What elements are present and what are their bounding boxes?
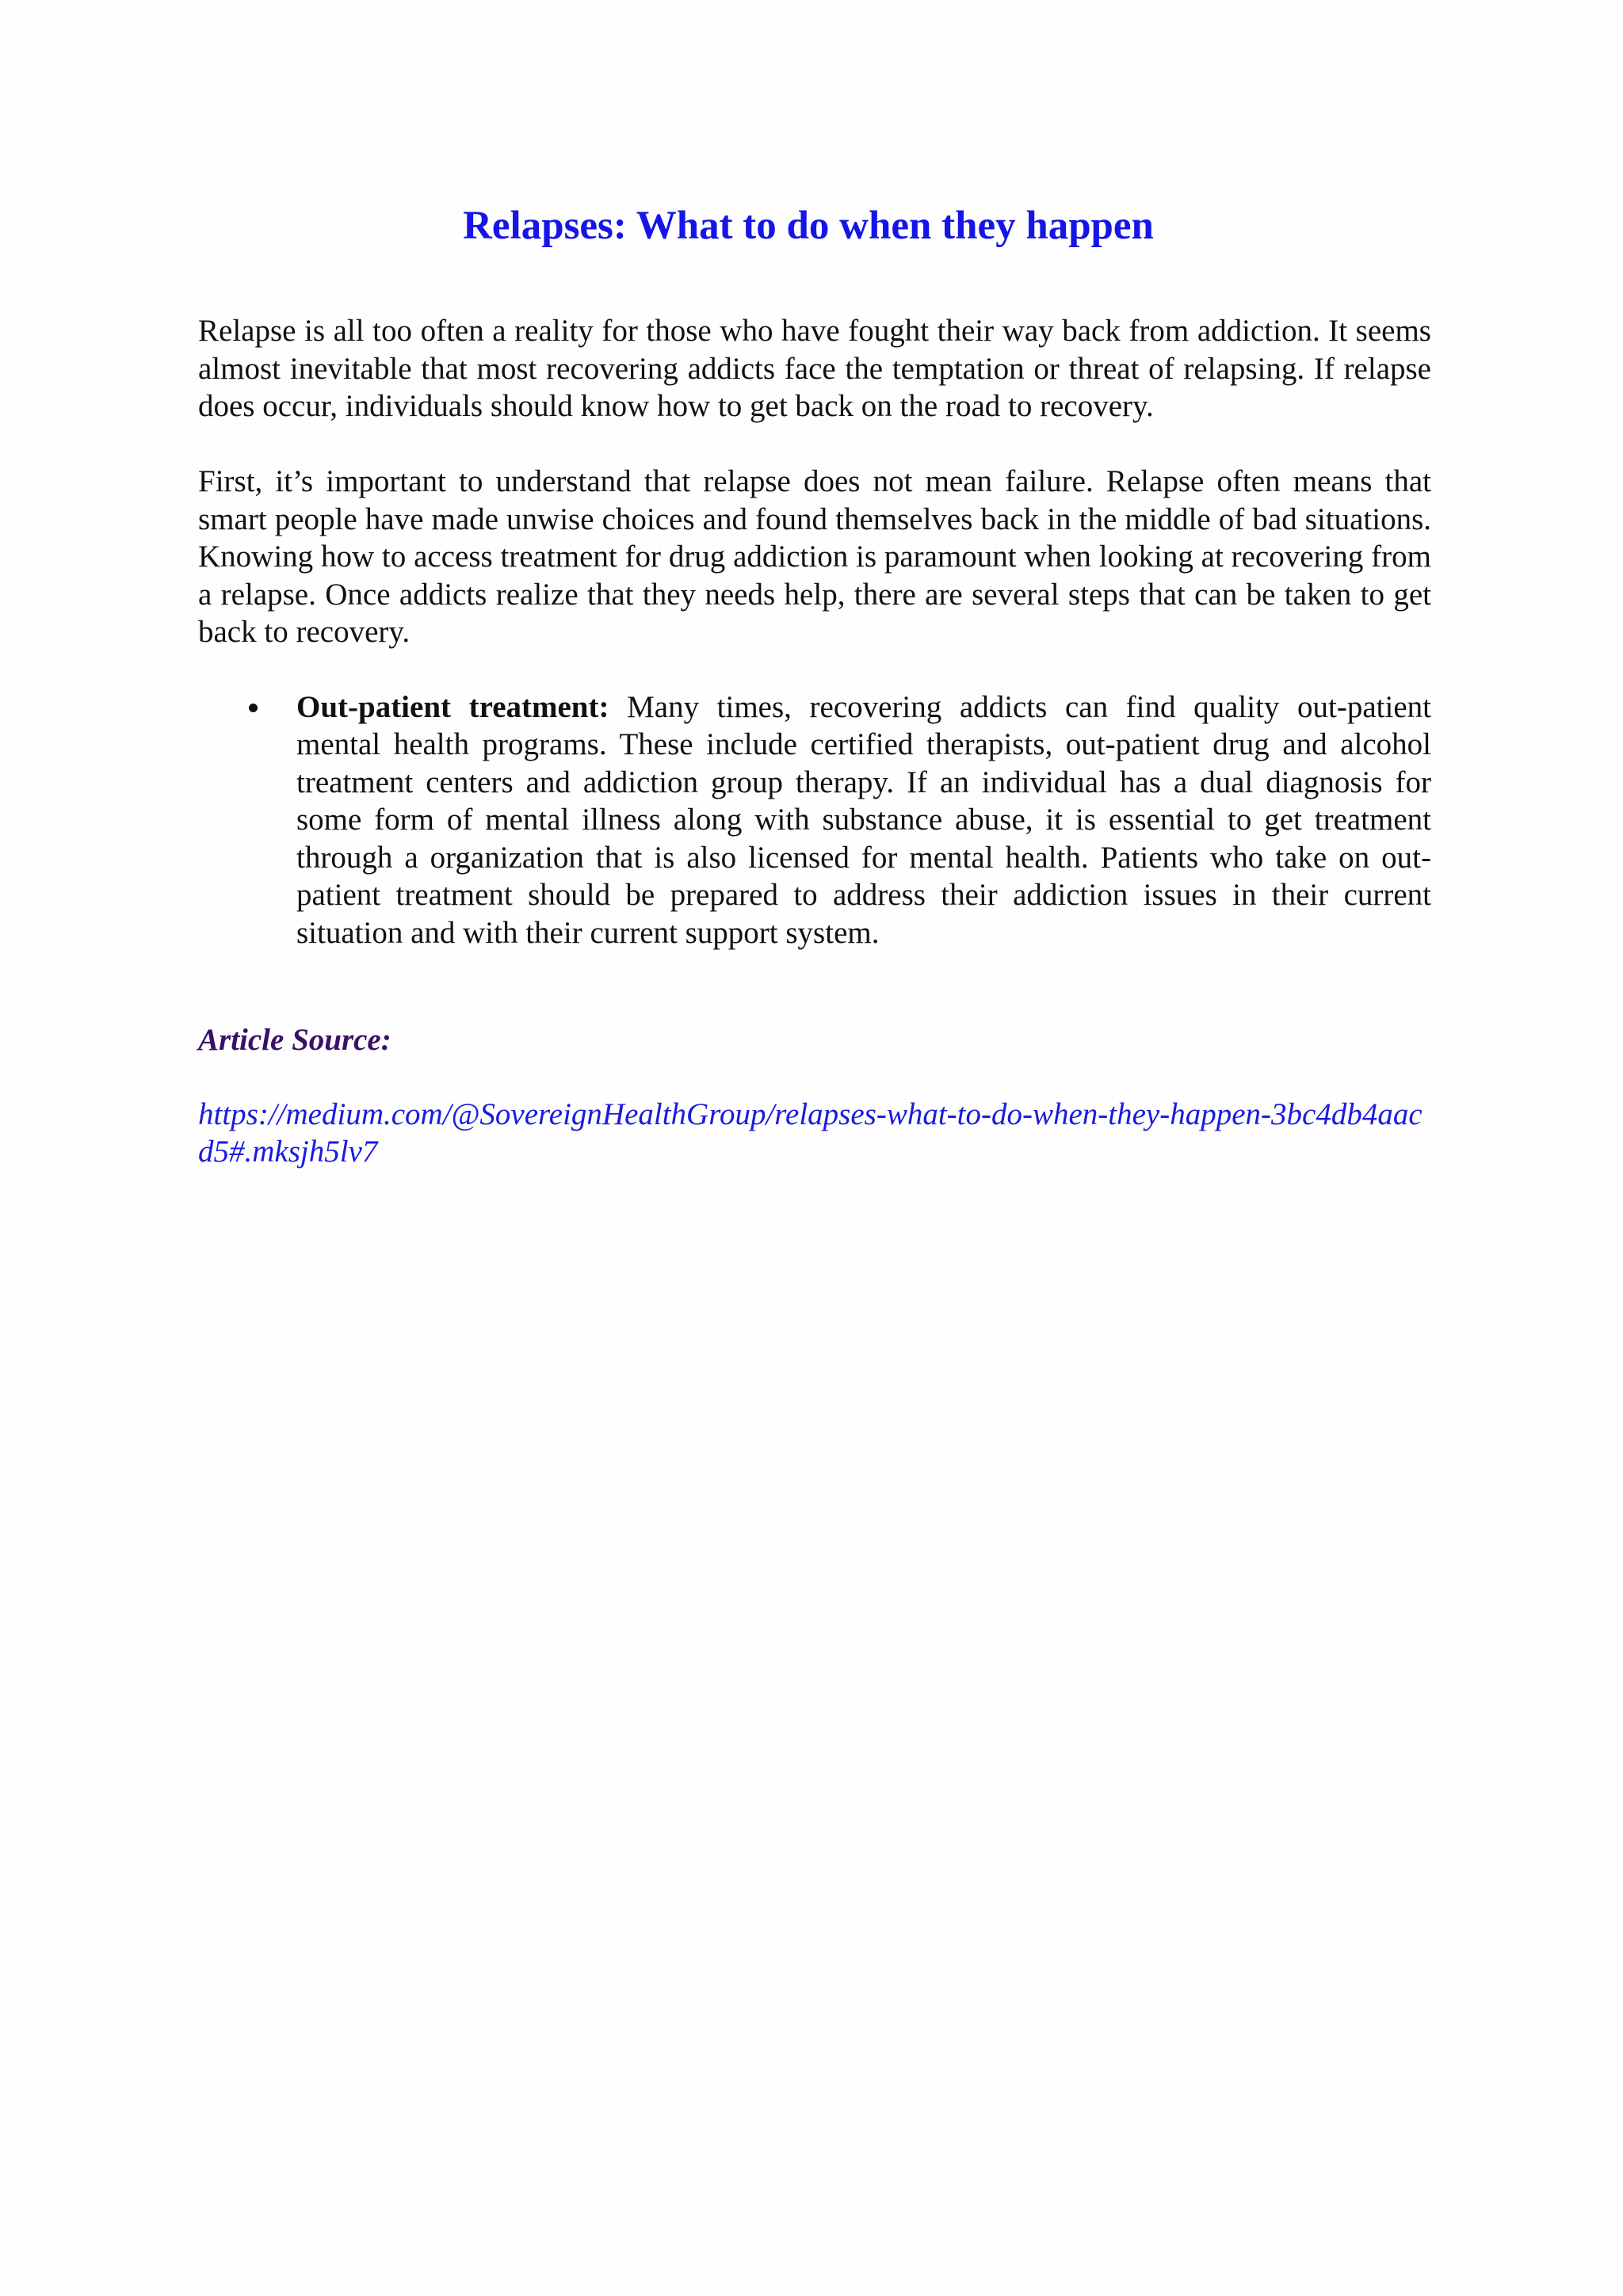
relapse-paragraph: First, it’s important to understand that relapse does not mean failure. Relapse often means that smart people have made unwise choices and found themselves back in the middle of bad situations. Knowing how to access treatment for drug addiction is paramount when looking at recovering from a relapse. Once addicts realize that they needs help, there are several steps that can be taken to get back to recovery. — [198, 464, 1431, 650]
bullet-dot-icon — [249, 704, 258, 712]
bullet-term: Out-patient treatment: — [296, 689, 609, 724]
page-title: Relapses: What to do when they happen — [463, 204, 1154, 248]
intro-paragraph: Relapse is all too often a reality for those who have fought their way back from addiction. It seems almost inevitable that most recovering addicts face the temptation or threat of relapsing. If relapse does occur, individuals should know how to get back on the road to recovery. — [198, 314, 1431, 424]
document-content — [198, 202, 1431, 1171]
list-item-outpatient — [198, 688, 1431, 952]
treatment-list — [198, 688, 1431, 952]
bullet-text: Many times, recovering addicts can find quality out-patient mental health programs. These include certified therapists, out-patient drug and alcohol treatment centers and addiction group therapy. If an individual has a dual diagnosis for some form of mental illness along with substance abuse, it is essential to get treatment through a organization that is also licensed for mental health. Patients who take on out-patient treatment should be prepared to address their addiction issues in their current situation and with their current support system. — [296, 689, 1431, 950]
article-source-link[interactable]: https://medium.com/@SovereignHealthGroup/relapses-what-to-do-when-they-happen-3bc4db4aacd5#.mksjh5lv7 — [198, 1097, 1423, 1169]
article-source-heading: Article Source: — [198, 1023, 391, 1058]
